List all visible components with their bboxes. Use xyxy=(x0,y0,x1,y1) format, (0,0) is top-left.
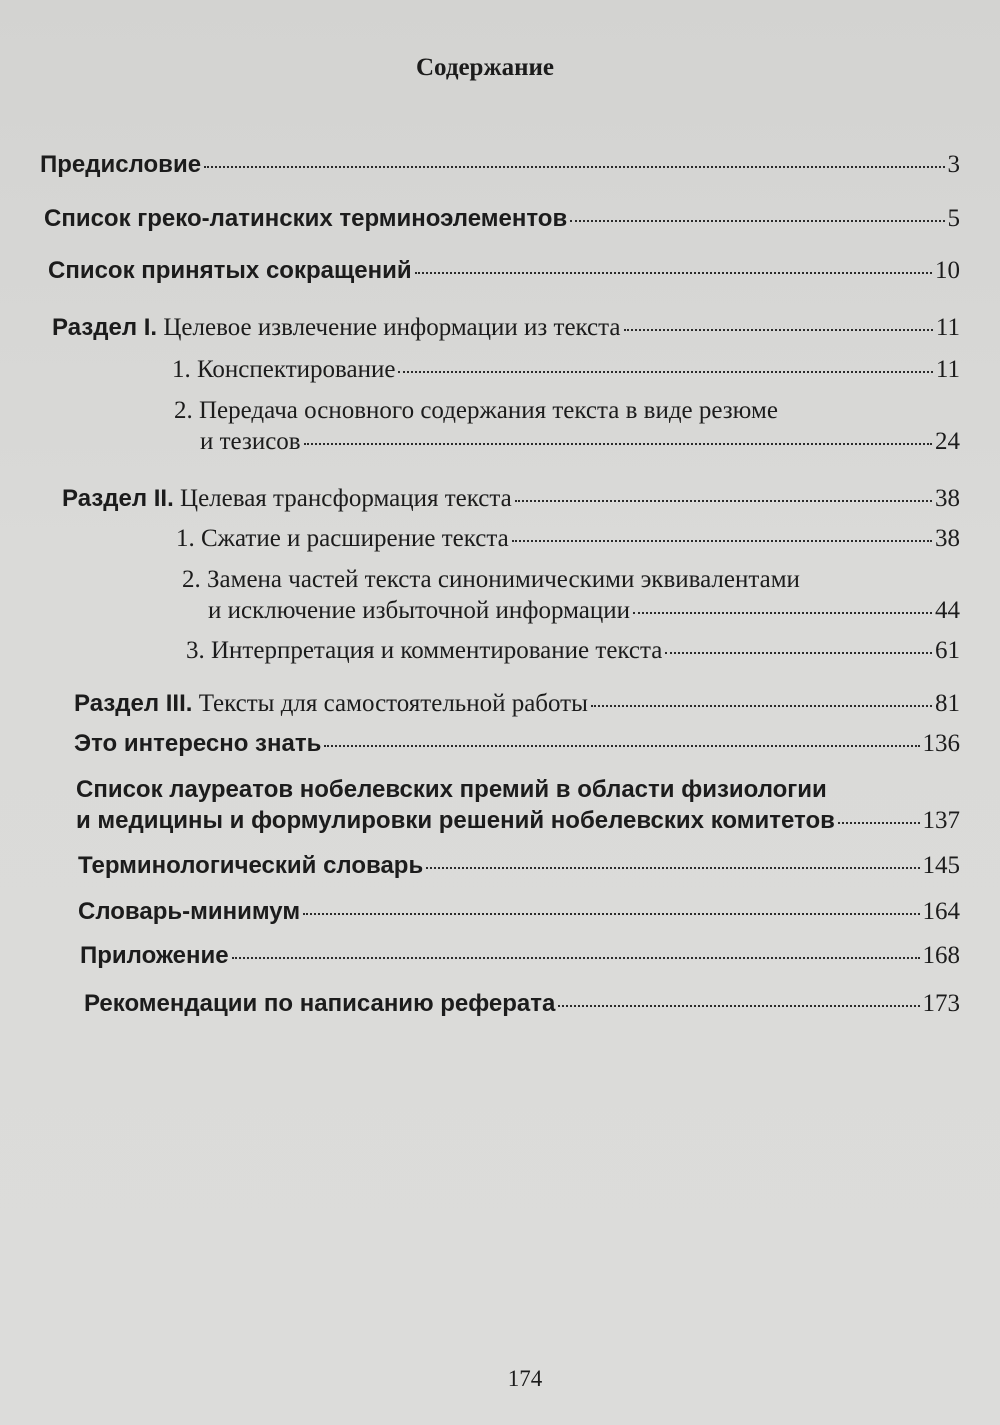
toc-entry-page: 11 xyxy=(935,356,960,383)
toc-entry-title: Тексты для самостоятельной работы xyxy=(192,690,588,717)
toc-leader-dots xyxy=(665,651,932,654)
toc-leader-dots xyxy=(232,956,920,959)
toc-entry-terms xyxy=(44,204,960,234)
toc-entry-page: 137 xyxy=(922,807,960,834)
toc-entry-title: 1. Сжатие и расширение текста xyxy=(176,525,509,552)
toc-entry-title: Целевая трансформация текста xyxy=(173,485,512,512)
toc-entry-title: и исключение избыточной информации xyxy=(208,597,630,624)
toc-entry-2-1 xyxy=(176,524,960,554)
toc-entry-title: Список принятых сокращений xyxy=(48,257,412,284)
toc-entry-title: и медицины и формулировки решений нобелевских комитетов xyxy=(76,807,835,834)
toc-entry-title: Терминологический словарь xyxy=(78,852,424,879)
toc-entry-title: Список греко-латинских терминоэлементов xyxy=(44,205,568,232)
toc-entry-page: 61 xyxy=(935,637,960,664)
page-number: 174 xyxy=(507,1366,543,1391)
toc-entry-section-2 xyxy=(62,484,960,514)
toc-entry-title: Целевое извлечение информации из текста xyxy=(157,314,621,341)
toc-entry-page: 145 xyxy=(922,852,960,879)
toc-leader-dots xyxy=(558,1004,919,1007)
toc-leader-dots xyxy=(304,442,932,445)
toc-entry-1-2 xyxy=(200,427,960,457)
toc-entry-title: Приложение xyxy=(80,942,229,969)
toc-leader-dots xyxy=(633,611,932,614)
page-title: Содержание xyxy=(415,54,554,81)
section-label: Раздел II. xyxy=(62,485,174,512)
section-label: Раздел III. xyxy=(74,690,193,717)
toc-entry-appendix xyxy=(80,941,960,971)
toc-leader-dots xyxy=(324,744,919,747)
toc-entry-page: 44 xyxy=(935,597,960,624)
toc-leader-dots xyxy=(204,165,944,168)
toc-entry-1-2-line1: 2. Передача основного содержания текста в виде резюме xyxy=(174,397,778,424)
toc-entry-laureates-line1: Список лауреатов нобелевских премий в области физиологии xyxy=(76,776,827,803)
toc-leader-dots xyxy=(838,821,920,824)
toc-entry-page: 164 xyxy=(922,898,960,925)
toc-entry-laureates xyxy=(76,806,960,836)
toc-entry-page: 136 xyxy=(922,730,960,757)
toc-entry-title: Словарь-минимум xyxy=(78,898,301,925)
toc-entry-page: 24 xyxy=(935,428,960,455)
toc-entry-2-3 xyxy=(186,636,960,666)
toc-leader-dots xyxy=(426,866,919,869)
toc-entry-section-3 xyxy=(74,689,960,719)
toc-entry-page: 3 xyxy=(947,151,960,178)
toc-entry-preface xyxy=(40,150,960,180)
toc-entry-interesting xyxy=(74,729,960,759)
toc-entry-recommendations xyxy=(84,989,960,1019)
toc-entry-abbreviations xyxy=(48,256,960,286)
toc-entry-title: 1. Конспектирование xyxy=(172,356,396,383)
toc-entry-page: 173 xyxy=(922,990,960,1017)
toc-leader-dots xyxy=(415,271,932,274)
toc-entry-title: и тезисов xyxy=(200,428,301,455)
toc-leader-dots xyxy=(591,704,932,707)
toc-entry-page: 11 xyxy=(935,314,960,341)
toc-entry-2-2 xyxy=(208,596,960,626)
toc-entry-section-1 xyxy=(52,313,960,343)
toc-entry-page: 81 xyxy=(935,690,960,717)
toc-leader-dots xyxy=(398,370,932,373)
toc-entry-1-1 xyxy=(172,355,960,385)
toc-leader-dots xyxy=(303,912,919,915)
toc-leader-dots xyxy=(515,499,932,502)
toc-entry-page: 38 xyxy=(935,525,960,552)
toc-leader-dots xyxy=(512,539,932,542)
toc-entry-title: Это интересно знать xyxy=(74,730,322,757)
toc-entry-glossary xyxy=(78,851,960,881)
toc-entry-page: 168 xyxy=(922,942,960,969)
toc-leader-dots xyxy=(570,219,944,222)
toc-entry-min-dictionary xyxy=(78,897,960,927)
toc-leader-dots xyxy=(624,328,933,331)
toc-entry-title: Предисловие xyxy=(40,151,202,178)
toc-entry-page: 10 xyxy=(935,257,960,284)
section-label: Раздел I. xyxy=(52,314,158,341)
toc-entry-2-2-line1: 2. Замена частей текста синонимическими эквивалентами xyxy=(182,566,800,593)
toc-entry-page: 38 xyxy=(935,485,960,512)
toc-entry-title: 3. Интерпретация и комментирование текста xyxy=(186,637,663,664)
toc-entry-title: Рекомендации по написанию реферата xyxy=(84,990,556,1017)
toc-entry-page: 5 xyxy=(947,205,960,232)
